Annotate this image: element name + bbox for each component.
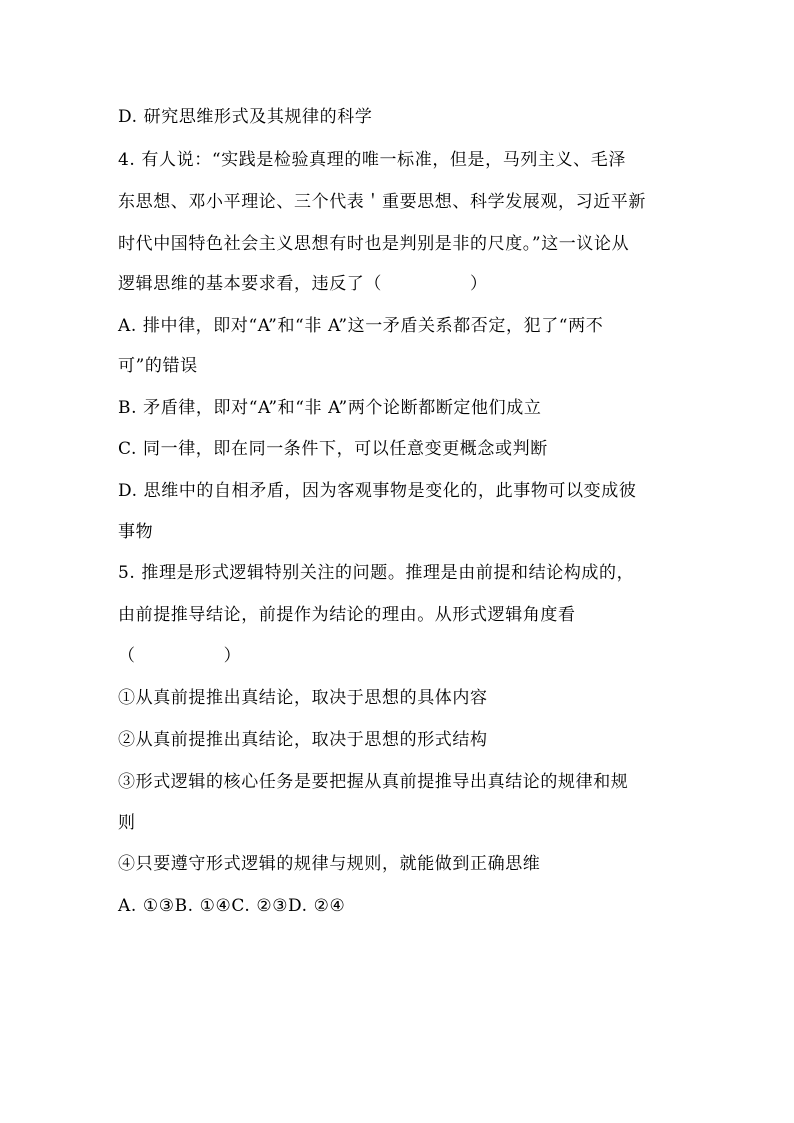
statement-4: ④只要遵守形式逻辑的规律与规则，就能做到正确思维: [118, 854, 541, 874]
option-a-q4-line-1: A. 排中律，即对“A”和“非 A”这一矛盾关系都否定，犯了“两不: [118, 316, 604, 336]
option-d-q4-line-2: 事物: [118, 522, 154, 542]
option-d-q4-line-1: D. 思维中的自相矛盾，因为客观事物是变化的，此事物可以变成彼: [118, 481, 637, 501]
question-4-line-3: 时代中国特色社会主义思想有时也是判别是非的尺度。”这一议论从: [118, 234, 630, 254]
question-5-line-2: 由前提推导结论，前提作为结论的理由。从形式逻辑角度看: [118, 605, 576, 625]
statement-3-line-1: ③形式逻辑的核心任务是要把握从真前提推导出真结论的规律和规: [118, 772, 629, 792]
option-a-q4-line-2: 可”的错误: [118, 356, 198, 376]
statement-1: ①从真前提推出真结论，取决于思想的具体内容: [118, 688, 488, 708]
question-4-line-4: 逻辑思维的基本要求看，违反了（ ）: [118, 274, 488, 294]
option-b-q4: B. 矛盾律，即对“A”和“非 A”两个论断都断定他们成立: [118, 398, 542, 418]
question-4-line-1: 4. 有人说：“实践是检验真理的唯一标准，但是，马列主义、毛泽: [118, 150, 626, 170]
option-d-q3: D. 研究思维形式及其规律的科学: [118, 107, 373, 127]
answer-options-q5: A. ①③B. ①④C. ②③D. ②④: [118, 896, 346, 916]
option-c-q4: C. 同一律，即在同一条件下，可以任意变更概念或判断: [118, 439, 548, 459]
question-5-blank: （ ）: [118, 646, 242, 666]
question-4-line-2: 东思想、邓小平理论、三个代表＇重要思想、科学发展观，习近平新: [118, 192, 646, 212]
question-5-line-1: 5. 推理是形式逻辑特别关注的问题。推理是由前提和结论构成的，: [118, 563, 635, 583]
statement-3-line-2: 则: [118, 813, 136, 833]
statement-2: ②从真前提推出真结论，取决于思想的形式结构: [118, 730, 488, 750]
